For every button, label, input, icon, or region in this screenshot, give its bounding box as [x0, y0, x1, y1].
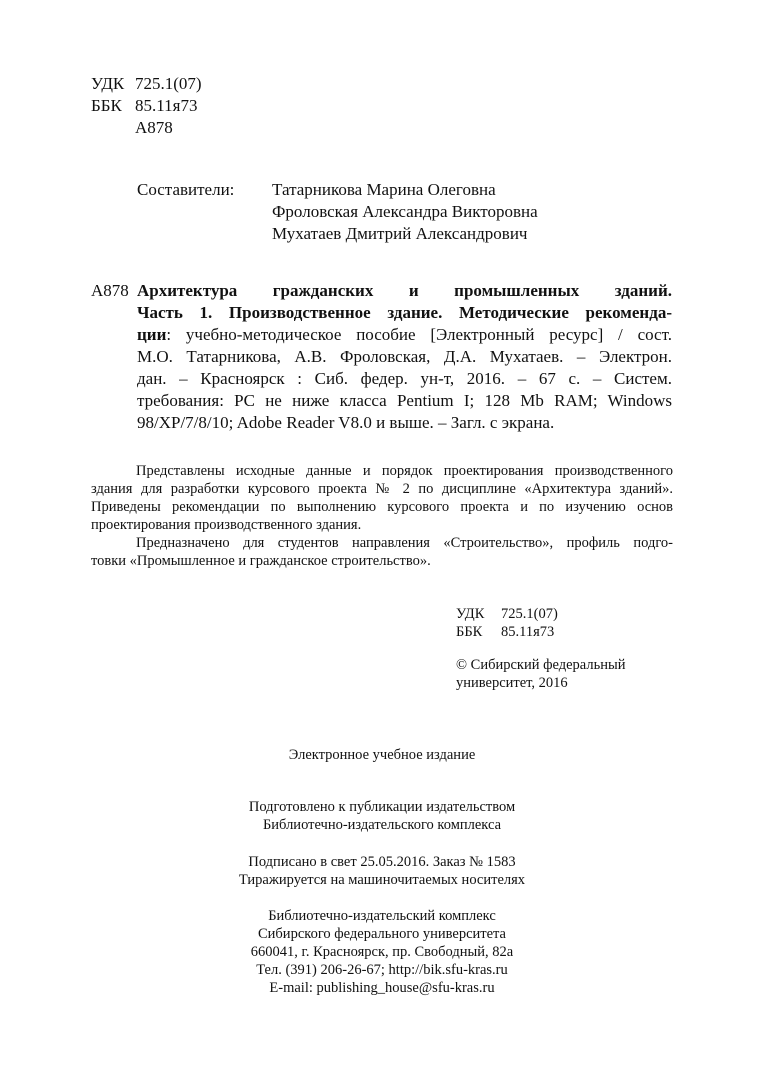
biblio-subtitle-end: ции [137, 325, 167, 344]
purpose-line: Предназначено для студентов направления «Строительство», профиль подго- [136, 535, 673, 551]
copyright-line: университет, 2016 [456, 675, 568, 691]
biblio-line-4: М.О. Татарникова, А.В. Фроловская, Д.А. Мухатаев. – Электрон. [137, 347, 672, 366]
top-bbk-value: 85.11я73 [135, 96, 198, 115]
compilers-label: Составители: [137, 180, 235, 199]
top-author-mark: А878 [135, 118, 173, 137]
publisher-info [0, 907, 764, 997]
bottom-udk-value: 725.1(07) [501, 606, 558, 622]
copyright-line: © Сибирский федеральный [456, 657, 626, 673]
abstract-line: здания для разработки курсового проекта № 2 по дисциплине «Архитектура зданий». [91, 481, 673, 497]
edition-type: Электронное учебное издание [288, 747, 476, 763]
biblio-subtitle: Часть 1. Производственное здание. Методические рекоменда- [137, 303, 672, 322]
purpose-line: товки «Промышленное и гражданское строительство». [91, 553, 431, 569]
compiler-name: Татарникова Марина Олеговна [272, 180, 496, 199]
top-classification-block [91, 73, 202, 139]
biblio-description: : учебно-методическое пособие [Электронный ресурс] / сост. [166, 325, 672, 344]
bottom-bbk-row [456, 623, 558, 641]
bottom-bbk-label: ББК [456, 624, 483, 640]
abstract [91, 462, 673, 570]
top-author-mark-row [91, 117, 202, 139]
top-bbk-row [91, 95, 202, 117]
signed-line: Подписано в свет 25.05.2016. Заказ № 1583 [248, 854, 516, 870]
bottom-udk-row [456, 605, 558, 623]
top-udk-row [91, 73, 202, 95]
top-bbk-label: ББК [91, 96, 122, 115]
signing-info [0, 853, 764, 889]
compiler-name: Фроловская Александра Викторовна [272, 202, 538, 221]
biblio-line-5: дан. – Красноярск : Сиб. федер. ун-т, 2016. – 67 с. – Систем. [137, 369, 672, 388]
biblio-title: Архитектура гражданских и промышленных зданий. [137, 281, 672, 300]
abstract-line: проектирования производственного здания. [91, 517, 362, 533]
biblio-line-3 [137, 324, 672, 346]
abstract-line: Представлены исходные данные и порядок проектирования производственного [136, 463, 673, 479]
prepared-line: Библиотечно-издательского комплекса [262, 817, 502, 833]
publisher-line: E-mail: publishing_house@sfu-kras.ru [269, 980, 495, 996]
compilers-row-3 [137, 223, 538, 245]
bottom-classification-block [456, 605, 558, 641]
biblio-subtitle-line [137, 302, 672, 324]
bottom-udk-label: УДК [456, 606, 485, 622]
compilers-row-1 [137, 179, 538, 201]
biblio-title-line [137, 280, 672, 302]
prepared-line: Подготовлено к публикации издательством [248, 799, 516, 815]
bottom-bbk-value: 85.11я73 [501, 624, 555, 640]
biblio-author-mark: А878 [91, 281, 129, 300]
publisher-line: 660041, г. Красноярск, пр. Свободный, 82а [250, 944, 514, 960]
prepared-by [0, 798, 764, 834]
signed-line: Тиражируется на машиночитаемых носителях [238, 872, 526, 888]
abstract-line: Приведены рекомендации по выполнению курсового проекта и по изучению основ [91, 499, 673, 515]
compilers-row-2 [137, 201, 538, 223]
publisher-line: Тел. (391) 206-26-67; http://bik.sfu-kras.ru [256, 962, 508, 978]
compiler-name: Мухатаев Дмитрий Александрович [272, 224, 528, 243]
biblio-line-6: требования: PC не ниже класса Pentium I; 128 Mb RAM; Windows [137, 391, 672, 410]
top-udk-label: УДК [91, 74, 125, 93]
compilers-block [137, 179, 538, 245]
top-udk-value: 725.1(07) [135, 74, 202, 93]
bibliographic-description [137, 280, 672, 434]
biblio-line-7: 98/XP/7/8/10; Adobe Reader V8.0 и выше. – Загл. с экрана. [137, 413, 555, 432]
copyright [456, 656, 625, 692]
publisher-line: Библиотечно-издательский комплекс [268, 908, 496, 924]
publisher-line: Сибирского федерального университета [258, 926, 506, 942]
